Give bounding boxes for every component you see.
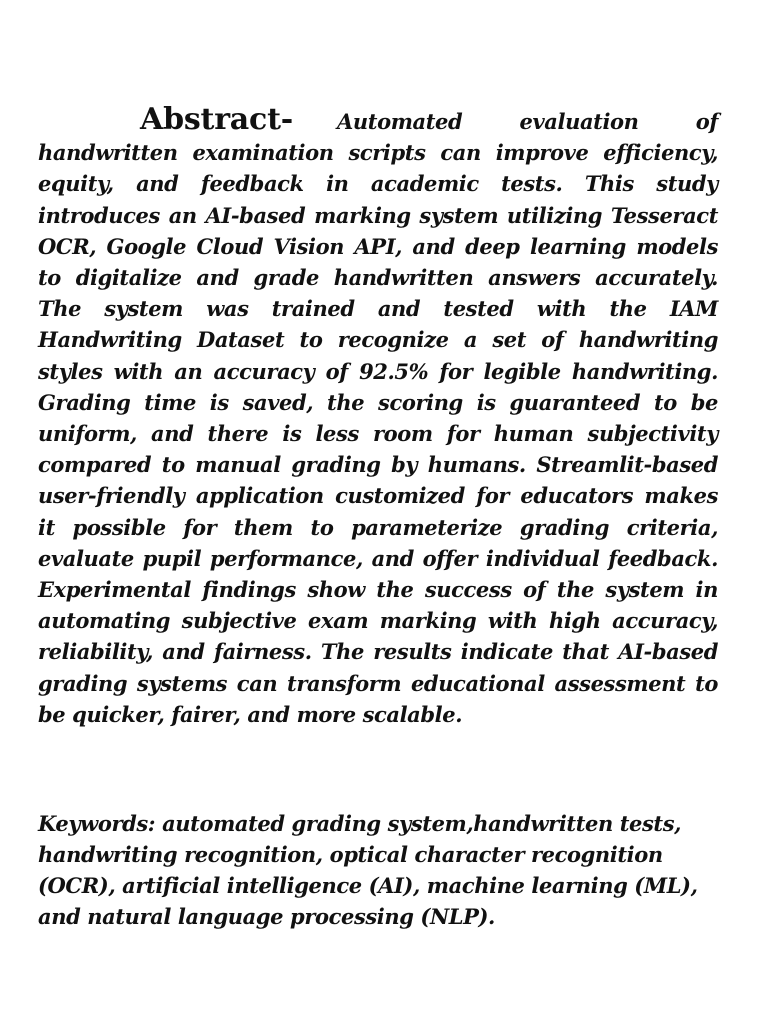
- abstract-paragraph: [38, 104, 718, 730]
- keywords-text: automated grading system,handwritten tests, handwriting recognition, optical character recognition (OCR), artificial intelligence (AI), machine learning (ML), and natural language processing (NLP).: [38, 811, 698, 929]
- keywords-paragraph: [38, 808, 728, 932]
- abstract-heading: Abstract-: [140, 102, 294, 137]
- keywords-label: Keywords:: [38, 811, 156, 836]
- abstract-text: Automated evaluation of handwritten examination scripts can improve efficiency, equity, and feedback in academic tests. This study introduces an AI-based marking system utilizing Tesseract OCR, Google Cloud Vision API, and deep learning models to digitalize and grade handwritten answers accurately. The system was trained and tested with the IAM Handwriting Dataset to recognize a set of handwriting styles with an accuracy of 92.5% for legible handwriting. Grading time is saved, the scoring is guaranteed to be uniform, and there is less room for human subjectivity compared to manual grading by humans. Streamlit-based user-friendly application customized for educators makes it possible for them to parameterize grading criteria, evaluate pupil performance, and offer individual feedback. Experimental findings show the success of the system in automating subjective exam marking with high accuracy, reliability, and fairness. The results indicate that AI-based grading systems can transform educational assessment to be quicker, fairer, and more scalable.: [38, 109, 718, 727]
